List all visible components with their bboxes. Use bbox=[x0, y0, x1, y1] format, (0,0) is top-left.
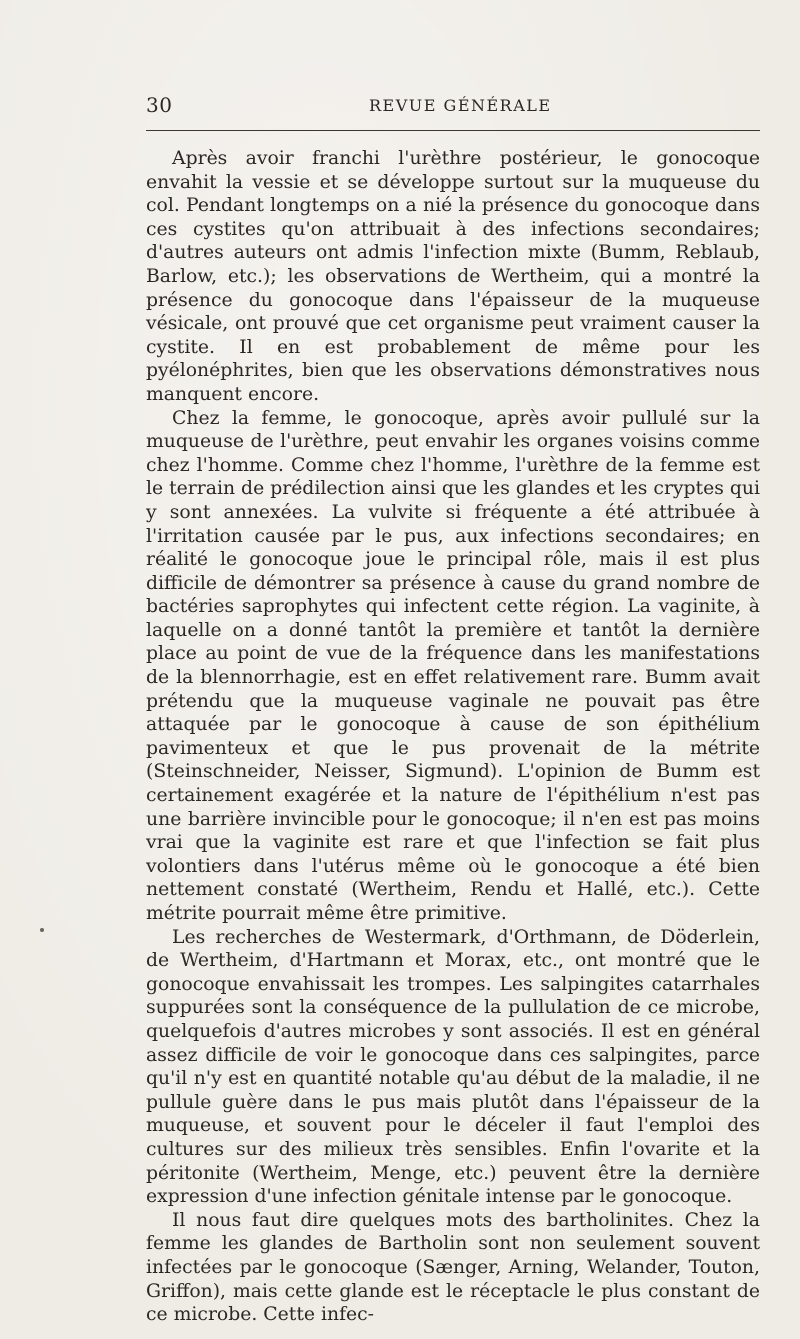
paragraph-salpingitis: Les recherches de Westermark, d'Orthmann, de Döderlein, de Wertheim, d'Hartmann et Morax, etc., ont montré que le gonocoque envahissait les trompes. Les salpingites catarrhales suppurées sont la conséquence de la pullulation de ce microbe, quelquefois d'autres microbes y sont associés. Il est en général assez difficile de voir le gonocoque dans ces salpingites, parce qu'il n'y est en quantité notable qu'au début de la maladie, il ne pullule guère dans le pus mais plutôt dans l'épaisseur de la muqueuse, et souvent pour le déceler il faut l'emploi des cultures sur des milieux très sensibles. Enfin l'ovarite et la péritonite (Wertheim, Menge, etc.) peuvent être la dernière expression d'une infection génitale intense par le gonocoque. bbox=[146, 926, 760, 1208]
paragraph-female-infection: Chez la femme, le gonocoque, après avoir pullulé sur la muqueuse de l'urèthre, peut envahir les organes voisins comme chez l'homme. Comme chez l'homme, l'urèthre de la femme est le terrain de prédilection ainsi que les glandes et les cryptes qui y sont annexées. La vulvite si fréquente a été attribuée à l'irritation causée par le pus, aux infections secondaires; en réalité le gonocoque joue le principal rôle, mais il est plus difficile de démontrer sa présence à cause du grand nombre de bactéries saprophytes qui infectent cette région. La vaginite, à laquelle on a donné tantôt la première et tantôt la dernière place au point de vue de la fréquence dans les manifestations de la blennorrhagie, est en effet relativement rare. Bumm avait prétendu que la muqueuse vaginale ne pouvait pas être attaquée par le gonocoque à cause de son épithélium pavimenteux et que le pus provenait de la métrite (Steinschneider, Neisser, Sigmund). L'opinion de Bumm est certainement exagérée et la nature de l'épithélium n'est pas une barrière invincible pour le gonocoque; il n'en est pas moins vrai que la vaginite est rare et que l'infection se fait plus volontiers dans l'utérus même où le gonocoque a été bien nettement constaté (Wertheim, Rendu et Hallé, etc.). Cette métrite pourrait même être primitive. bbox=[146, 407, 760, 924]
header-rule bbox=[146, 130, 760, 131]
paragraph-cystitis: Après avoir franchi l'urèthre postérieur, le gonocoque envahit la vessie et se développe surtout sur la muqueuse du col. Pendant longtemps on a nié la présence du gonocoque dans ces cystites qu'on attribuait à des infections secondaires; d'autres auteurs ont admis l'infection mixte (Bumm, Reblaub, Barlow, etc.); les observations de Wertheim, qui a montré la présence du gonocoque dans l'épaisseur de la muqueuse vésicale, ont prouvé que cet organisme peut vraiment causer la cystite. Il en est probablement de même pour les pyélonéphrites, bien que les observations démonstratives nous manquent encore. bbox=[146, 148, 760, 405]
running-title: REVUE GÉNÉRALE bbox=[369, 96, 552, 115]
page-header bbox=[146, 93, 760, 121]
body-text bbox=[146, 147, 760, 1327]
paragraph-bartholinitis: Il nous faut dire quelques mots des bartholinites. Chez la femme les glandes de Bartholin sont non seulement souvent infectées par le gonocoque (Sænger, Arning, Welander, Touton, Griffon), mais cette glande est le réceptacle le plus constant de ce microbe. Cette infec- bbox=[146, 1209, 760, 1326]
margin-mark bbox=[40, 928, 44, 932]
page-number: 30 bbox=[146, 93, 173, 117]
